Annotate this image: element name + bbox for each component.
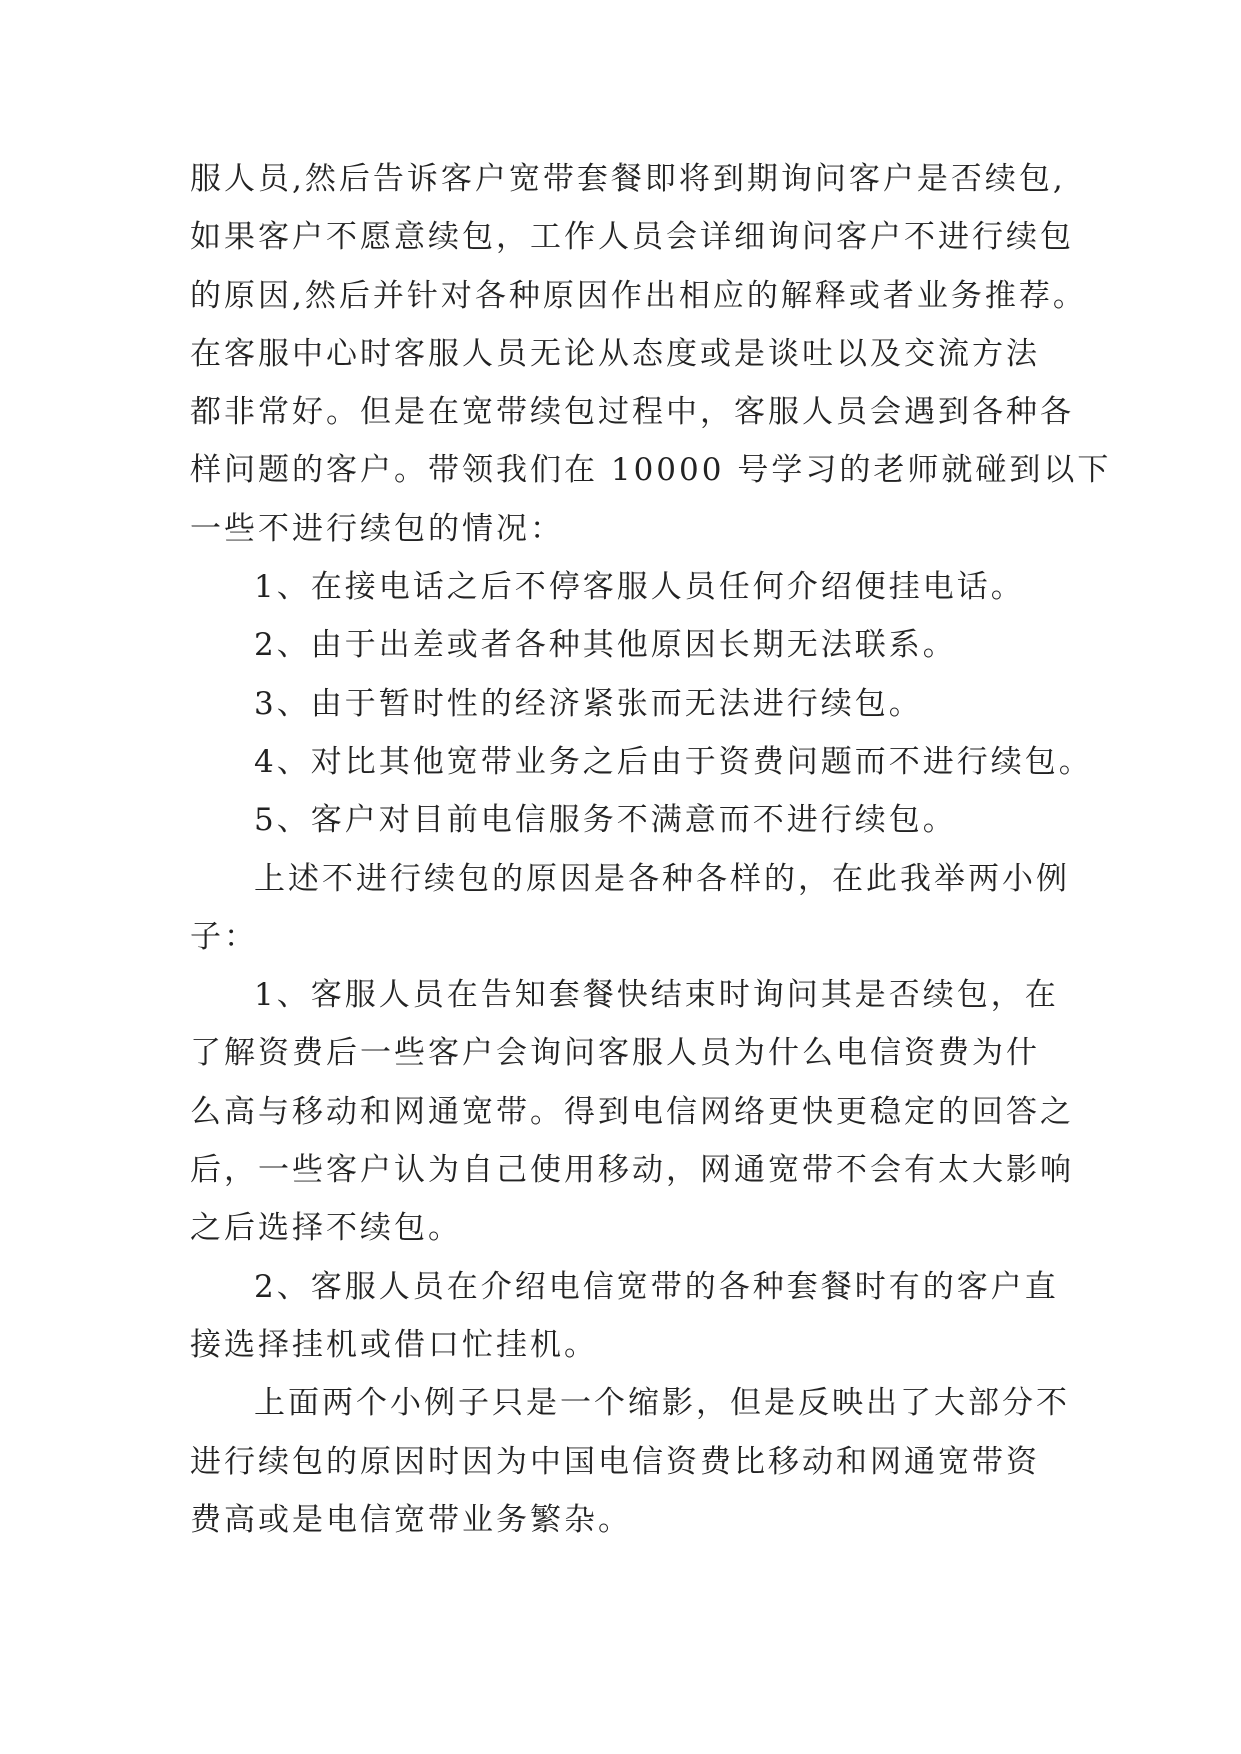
- list-item: 2、由于出差或者各种其他原因长期无法联系。: [254, 627, 957, 664]
- list-item: 1、在接电话之后不停客服人员任何介绍便挂电话。: [254, 569, 1025, 606]
- text-line: 一些不进行续包的情况：: [190, 510, 564, 547]
- text-line: 后，一些客户认为自己使用移动，网通宽带不会有太大影响: [190, 1152, 1074, 1189]
- text-line: 费高或是电信宽带业务繁杂。: [190, 1501, 632, 1538]
- body-text: [190, 150, 1112, 1549]
- text-line: 之后选择不续包。: [190, 1210, 462, 1247]
- text-line: 么高与移动和网通宽带。得到电信网络更快更稳定的回答之: [190, 1093, 1074, 1130]
- text-line: 进行续包的原因时因为中国电信资费比移动和网通宽带资: [190, 1443, 1040, 1480]
- text-line: 的原因,然后并针对各种原因作出相应的解释或者业务推荐。: [190, 277, 1087, 314]
- text-line: 如果客户不愿意续包，工作人员会详细询问客户不进行续包: [190, 219, 1074, 256]
- text-line: 都非常好。但是在宽带续包过程中，客服人员会遇到各种各: [190, 394, 1074, 431]
- text-line: 子：: [190, 918, 258, 955]
- text-line: 服人员,然后告诉客户宽带套餐即将到期询问客户是否续包,: [190, 161, 1066, 197]
- list-item: 4、对比其他宽带业务之后由于资费问题而不进行续包。: [254, 743, 1093, 780]
- paragraph-start: 上述不进行续包的原因是各种各样的，在此我举两小例: [254, 860, 1070, 897]
- list-item: 5、客户对目前电信服务不满意而不进行续包。: [254, 802, 957, 839]
- text-line: 了解资费后一些客户会询问客服人员为什么电信资费为什: [190, 1035, 1040, 1072]
- text-line: 样问题的客户。带领我们在 10000 号学习的老师就碰到以下: [190, 452, 1112, 489]
- text-line: 接选择挂机或借口忙挂机。: [190, 1326, 598, 1363]
- list-item: 3、由于暂时性的经济紧张而无法进行续包。: [254, 685, 923, 722]
- text-line: 在客服中心时客服人员无论从态度或是谈吐以及交流方法: [190, 335, 1040, 372]
- paragraph-start: 上面两个小例子只是一个缩影，但是反映出了大部分不: [254, 1385, 1070, 1422]
- paragraph-start: 2、客服人员在介绍电信宽带的各种套餐时有的客户直: [254, 1268, 1059, 1305]
- paragraph-start: 1、客服人员在告知套餐快结束时询问其是否续包，在: [254, 977, 1059, 1014]
